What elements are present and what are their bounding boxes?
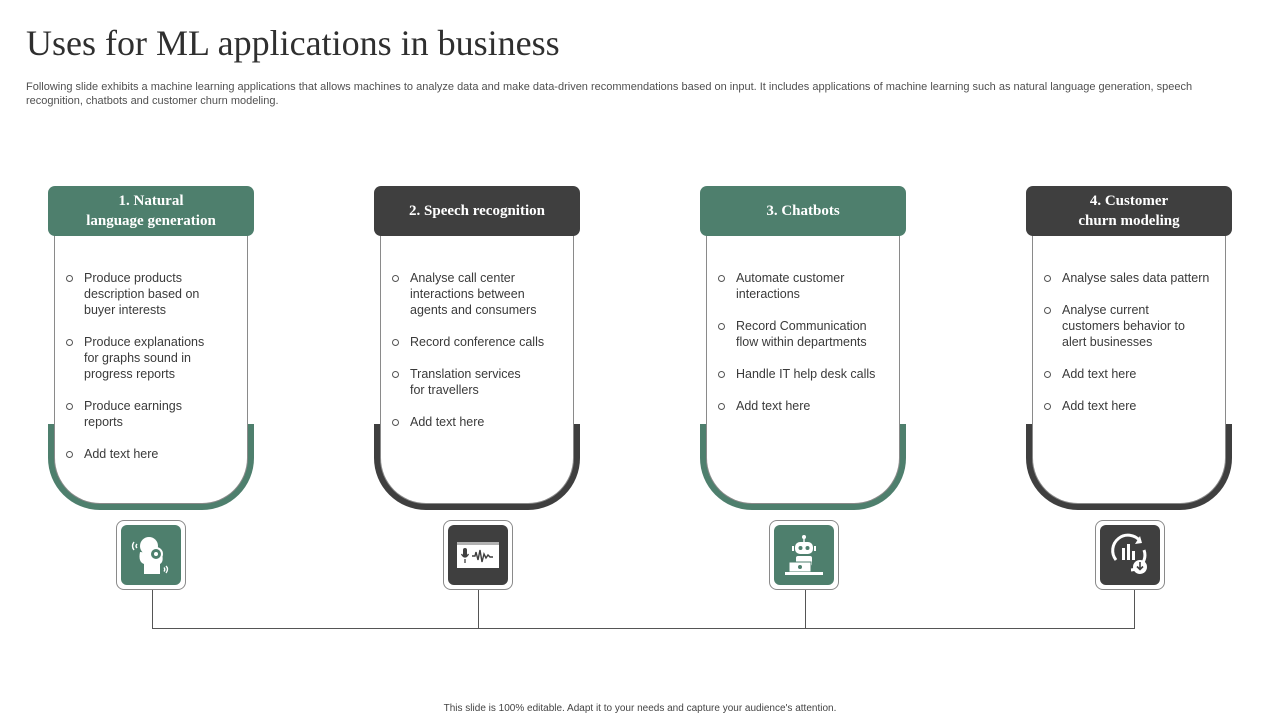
footer-note: This slide is 100% editable. Adapt it to your needs and capture your audience's attention.: [443, 703, 837, 714]
bullet-icon: [66, 275, 73, 282]
list-item: Analyse current customers behavior to alert businesses: [1040, 302, 1228, 350]
card-header: 1. Natural language generation: [48, 186, 254, 236]
card-header: 3. Chatbots: [700, 186, 906, 236]
card-bullet-list: [388, 270, 576, 446]
icon-tile-chatbot: [769, 520, 839, 590]
icon-tile-nlg: [116, 520, 186, 590]
bullet-icon: [66, 339, 73, 346]
bullet-icon: [718, 403, 725, 410]
list-item: Add text here: [388, 414, 576, 430]
list-item: Add text here: [62, 446, 250, 462]
bullet-icon: [66, 451, 73, 458]
card-natural-language-generation: [48, 186, 254, 510]
icon-tile-speech: [443, 520, 513, 590]
list-item: Add text here: [714, 398, 902, 414]
icon-tile-churn: [1095, 520, 1165, 590]
bullet-icon: [1044, 371, 1051, 378]
microphone-waveform-icon: [448, 525, 508, 585]
list-item: Record Communication flow within departments: [714, 318, 902, 350]
list-item: Add text here: [1040, 398, 1228, 414]
connector-line: [805, 590, 806, 628]
list-item: Translation services for travellers: [388, 366, 576, 398]
chart-refresh-download-icon: [1100, 525, 1160, 585]
robot-laptop-icon: [774, 525, 834, 585]
list-item: Record conference calls: [388, 334, 576, 350]
bullet-icon: [718, 371, 725, 378]
card-speech-recognition: [374, 186, 580, 510]
list-item: Produce products description based on buyer interests: [62, 270, 250, 318]
bullet-icon: [1044, 307, 1051, 314]
bullet-icon: [1044, 403, 1051, 410]
list-item: Produce earnings reports: [62, 398, 250, 430]
person-gear-icon: [121, 525, 181, 585]
bullet-icon: [392, 419, 399, 426]
list-item: Analyse sales data pattern: [1040, 270, 1228, 286]
card-bullet-list: [714, 270, 902, 430]
connector-line: [152, 590, 153, 628]
bullet-icon: [66, 403, 73, 410]
bullet-icon: [718, 323, 725, 330]
card-chatbots: [700, 186, 906, 510]
connector-baseline: [152, 628, 1135, 629]
card-header: 4. Customer churn modeling: [1026, 186, 1232, 236]
list-item: Add text here: [1040, 366, 1228, 382]
bullet-icon: [1044, 275, 1051, 282]
page-title: Uses for ML applications in business: [26, 23, 560, 63]
list-item: Analyse call center interactions between agents and consumers: [388, 270, 576, 318]
list-item: Produce explanations for graphs sound in progress reports: [62, 334, 250, 382]
bullet-icon: [392, 371, 399, 378]
bullet-icon: [718, 275, 725, 282]
bullet-icon: [392, 339, 399, 346]
bullet-icon: [392, 275, 399, 282]
card-header: 2. Speech recognition: [374, 186, 580, 236]
page-subtitle: Following slide exhibits a machine learning applications that allows machines to analyze data and make data-driven recommendations based on input. It includes applications of machine learning such as natural language generation, speech recognition, chatbots and customer churn modeling.: [26, 81, 1193, 107]
connector-line: [1134, 590, 1135, 628]
list-item: Automate customer interactions: [714, 270, 902, 302]
card-bullet-list: [1040, 270, 1228, 430]
list-item: Handle IT help desk calls: [714, 366, 902, 382]
card-customer-churn-modeling: [1026, 186, 1232, 510]
card-bullet-list: [62, 270, 250, 478]
connector-line: [478, 590, 479, 628]
